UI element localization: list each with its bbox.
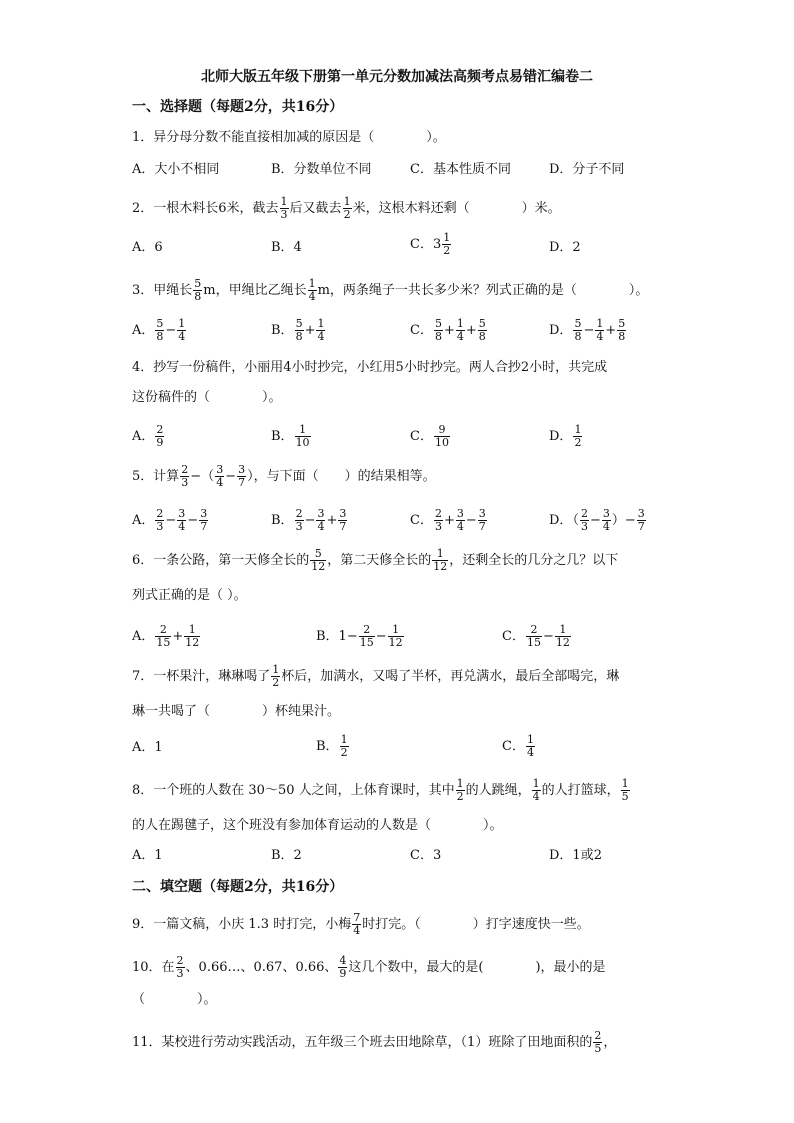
question-8-line2: 的人在踢毽子，这个班没有参加体育运动的人数是（ ）。: [132, 818, 503, 833]
q6-option-a: A． $\frac{2}{15}$ + $\frac{1}{12}$: [132, 623, 200, 649]
q7-option-c: C． $\frac{1}{4}$: [502, 733, 534, 759]
question-1: 1．异分母分数不能直接相加减的原因是（ ）。: [132, 130, 446, 145]
fraction: $\frac{1}{3}$: [280, 195, 288, 221]
question-10-line2: （ ）。: [132, 992, 217, 1007]
q5-option-d: D．（ $\frac{2}{3}$ − $\frac{3}{4}$ ）− $\frac{3}{7}$: [549, 507, 645, 533]
q4-option-b: B． $\frac{1}{10}$: [271, 423, 310, 449]
question-4-line2: 这份稿件的（ ）。: [132, 390, 282, 405]
q3-option-a: A． $\frac{5}{8}$ − $\frac{1}{4}$: [132, 317, 186, 343]
q2-option-d: D．2: [549, 240, 581, 255]
q4-option-a: A． $\frac{2}{9}$: [132, 423, 164, 449]
question-4-line1: 4．抄写一份稿件，小丽用4小时抄完，小红用5小时抄完。两人合抄2小时，共完成: [132, 360, 608, 375]
question-10-line1: 10．在 $\frac{2}{3}$ 、0.66…、0.67、0.66、 $\frac{4}{9}$ 这几个数中，最大的是( )，最小的是: [132, 954, 606, 980]
question-3: 3．甲绳长 $\frac{5}{8}$ m，甲绳比乙绳长 $\frac{1}{4}$ m，两条绳子一共长多少米？列式正确的是（ ）。: [132, 277, 649, 303]
question-2: 2．一根木料长6米，截去 $\frac{1}{3}$ 后又截去 $\frac{1}{2}$ 米，这根木料还剩（ ）米。: [132, 195, 561, 221]
section-heading-fill: 二、填空题（每题2分，共16分）: [132, 879, 344, 895]
section-heading-choice: 一、选择题（每题2分，共16分）: [132, 99, 344, 115]
fraction: $\frac{1}{2}$: [343, 195, 351, 221]
q3-option-d: D． $\frac{5}{8}$ − $\frac{1}{4}$ + $\frac{5}{8}$: [549, 317, 626, 343]
q7-option-b: B． $\frac{1}{2}$: [316, 733, 348, 759]
page-title: 北师大版五年级下册第一单元分数加减法高频考点易错汇编卷二: [201, 69, 593, 85]
q5-option-c: C． $\frac{2}{3}$ + $\frac{3}{4}$ − $\frac{3}{7}$: [410, 507, 486, 533]
question-6-line2: 列式正确的是（ ）。: [132, 588, 247, 603]
q6-option-c: C． $\frac{2}{15}$ − $\frac{1}{12}$: [502, 623, 570, 649]
q1-option-c: C．基本性质不同: [410, 162, 511, 177]
q8-option-a: A．1: [132, 848, 163, 863]
q5-option-b: B． $\frac{2}{3}$ − $\frac{3}{4}$ + $\frac{3}{7}$: [271, 507, 347, 533]
fraction: $\frac{1}{4}$: [308, 277, 316, 303]
q8-option-d: D．1或2: [549, 848, 602, 863]
q2-option-c: C．3 $\frac{1}{2}$: [410, 231, 451, 257]
question-9: 9．一篇文稿，小庆 1.3 时打完，小梅 $\frac{7}{4}$ 时打完。（ ）打字速度快一些。: [132, 911, 590, 937]
q4-option-d: D． $\frac{1}{2}$: [549, 423, 582, 449]
question-7-line1: 7．一杯果汁，琳琳喝了 $\frac{1}{2}$ 杯后，加满水，又喝了半杯，再兑满水，最后全部喝完，琳: [132, 663, 620, 689]
q6-option-b: B．1− $\frac{2}{15}$ − $\frac{1}{12}$: [316, 623, 403, 649]
q2-option-b: B．4: [271, 240, 302, 255]
fraction: $\frac{5}{8}$: [194, 277, 202, 303]
question-8-line1: 8．一个班的人数在 30～50 人之间，上体育课时，其中 $\frac{1}{2}$ 的人跳绳， $\frac{1}{4}$ 的人打篮球， $\frac{1}{5}$: [132, 777, 629, 803]
q3-option-b: B． $\frac{5}{8}$ + $\frac{1}{4}$: [271, 317, 325, 343]
q2-option-a: A．6: [132, 240, 163, 255]
q1-option-d: D．分子不同: [549, 162, 625, 177]
question-7-line2: 琳一共喝了（ ）杯纯果汁。: [132, 704, 341, 719]
question-6-line1: 6．一条公路，第一天修全长的 $\frac{5}{12}$ ，第二天修全长的 $\frac{1}{12}$ ，还剩全长的几分之几？以下: [132, 547, 619, 573]
q7-option-a: A．1: [132, 740, 163, 755]
question-5: 5．计算 $\frac{2}{3}$ −（ $\frac{3}{4}$ − $\frac{3}{7}$ ），与下面（ ）的结果相等。: [132, 463, 436, 489]
q8-option-b: B．2: [271, 848, 302, 863]
question-11: 11．某校进行劳动实践活动，五年级三个班去田地除草，（1）班除了田地面积的 $\frac{2}{5}$ ，: [132, 1029, 617, 1055]
q1-option-a: A．大小不相同: [132, 162, 220, 177]
q4-option-c: C． $\frac{9}{10}$: [410, 423, 449, 449]
q8-option-c: C．3: [410, 848, 442, 863]
q1-option-b: B．分数单位不同: [271, 162, 372, 177]
q5-option-a: A． $\frac{2}{3}$ − $\frac{3}{4}$ − $\frac{3}{7}$: [132, 507, 208, 533]
q3-option-c: C． $\frac{5}{8}$ + $\frac{1}{4}$ + $\frac{5}{8}$: [410, 317, 486, 343]
